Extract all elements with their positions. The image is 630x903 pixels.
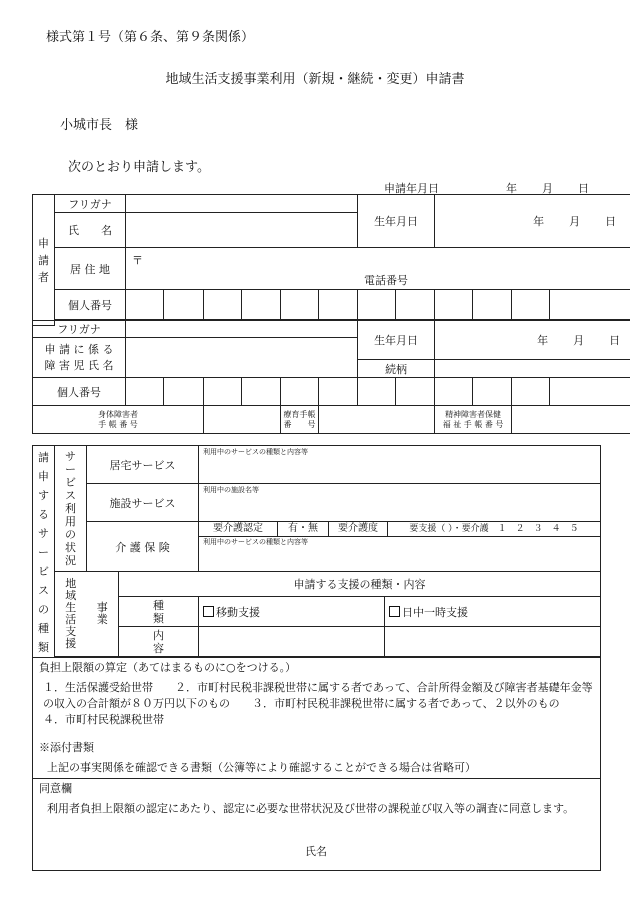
- child-name-label: 申 請 に 係 る 障 害 児 氏 名: [33, 338, 126, 378]
- application-date-label: 申請年月日: [384, 182, 439, 195]
- address-field[interactable]: [126, 248, 630, 290]
- addressee: 小城市長 様: [60, 118, 139, 133]
- mynumber-cell[interactable]: [204, 290, 242, 320]
- care-cert-label: 要介護認定: [199, 522, 278, 536]
- child-mynumber-cell[interactable]: [550, 378, 630, 406]
- child-birth-day: 日: [609, 334, 621, 347]
- child-mynumber-cell[interactable]: [281, 378, 319, 406]
- home-service-field[interactable]: 利用中のサービスの種類と内容等: [199, 446, 601, 484]
- mynumber-cell[interactable]: [281, 290, 319, 320]
- child-mynumber-cell[interactable]: [512, 378, 550, 406]
- child-birth-year: 年: [537, 334, 549, 347]
- services-table: [32, 445, 601, 871]
- burden-options[interactable]: １．生活保護受給世帯 ２．市町村民税非課税世帯に属する者であって、合計所得金額及び障害者基礎年金等の収入の合計額が８０万円以下のもの ３．市町村民税非課税世帯に属する者であって、２以外のもの ４．市町村民税課税世帯: [43, 681, 593, 726]
- care-insurance-label: 介 護 保 険: [87, 522, 199, 572]
- year-label: 年: [506, 182, 517, 195]
- name-field[interactable]: [126, 213, 358, 248]
- form-number: 様式第１号（第６条、第９条関係）: [46, 30, 255, 45]
- mynumber-cell[interactable]: [396, 290, 435, 320]
- daytime-checkbox[interactable]: [389, 606, 400, 617]
- birth-field[interactable]: [435, 195, 630, 248]
- mynumber-cell[interactable]: [126, 290, 164, 320]
- child-birth-label: 生年月日: [358, 321, 435, 360]
- consent-section: [33, 779, 601, 871]
- child-mynumber-cell[interactable]: [473, 378, 512, 406]
- child-mynumber-cell[interactable]: [435, 378, 473, 406]
- furigana-label: フリガナ: [55, 195, 126, 213]
- burden-section: [33, 658, 601, 779]
- mobility-checkbox[interactable]: [203, 606, 214, 617]
- chiiki-mid-label: 事 業: [87, 572, 119, 657]
- care-level-options[interactable]: 要支援（ ）・要介護 １ ２ ３ ４ ５: [409, 524, 579, 534]
- ryoiku-handbook-label: 療育手帳 番 号: [281, 406, 319, 434]
- attach-heading: ※添付書類: [39, 741, 94, 754]
- child-mynumber-label: 個人番号: [33, 378, 126, 406]
- care-level-label: 要介護度: [329, 522, 388, 536]
- child-birth-field[interactable]: [435, 321, 630, 360]
- usage-status-label: サ ー ビ ス 利 用 の 状 況: [55, 446, 87, 572]
- mynumber-cell[interactable]: [550, 290, 630, 320]
- child-birth-month: 月: [573, 334, 585, 347]
- mental-handbook-field[interactable]: [512, 406, 630, 434]
- mental-handbook-label: 精神障害者保健 福 祉 手 帳 番 号: [435, 406, 512, 434]
- mobility-option[interactable]: 移動支援: [199, 597, 385, 627]
- relation-field[interactable]: [435, 360, 630, 378]
- care-note: 利用中のサービスの種類と内容等: [203, 538, 308, 546]
- child-mynumber-cell[interactable]: [242, 378, 281, 406]
- care-yesno[interactable]: 有・無: [278, 522, 329, 536]
- phone-label: 電話番号: [364, 274, 408, 287]
- child-mynumber-cell[interactable]: [164, 378, 204, 406]
- home-service-label: 居宅サービス: [87, 446, 199, 484]
- child-mynumber-cell[interactable]: [396, 378, 435, 406]
- child-furigana-field[interactable]: [126, 321, 358, 338]
- child-mynumber-cell[interactable]: [319, 378, 358, 406]
- intro-text: 次のとおり申請します。: [68, 160, 210, 175]
- day-label: 日: [578, 182, 589, 195]
- services-section-label: 請 申 す る サ ー ビ ス の 種 類: [33, 446, 55, 658]
- relation-label: 続柄: [358, 360, 435, 378]
- chiiki-label: 地 域 生 活 支 援: [55, 572, 87, 657]
- mynumber-label: 個人番号: [55, 290, 126, 320]
- daytime-content-field[interactable]: [385, 627, 601, 657]
- mynumber-cell[interactable]: [473, 290, 512, 320]
- mobility-content-field[interactable]: [199, 627, 385, 657]
- birth-month: 月: [569, 215, 581, 228]
- physical-handbook-label: 身体障害者 手 帳 番 号: [33, 406, 204, 434]
- name-label: 氏 名: [55, 213, 126, 248]
- applicant-table: [32, 194, 630, 326]
- birth-day: 日: [605, 215, 617, 228]
- consent-body: 利用者負担上限額の認定にあたり、認定に必要な世帯状況及び世帯の課税並び収入等の調査に同意します。: [47, 802, 575, 815]
- facility-service-field[interactable]: 利用中の施設名等: [199, 484, 601, 522]
- form-title: 地域生活支援事業利用（新規・継続・変更）申請書: [165, 72, 465, 87]
- child-mynumber-cell[interactable]: [358, 378, 396, 406]
- consent-heading: 同意欄: [39, 782, 72, 795]
- address-label: 居 住 地: [55, 248, 126, 290]
- child-mynumber-cell[interactable]: [204, 378, 242, 406]
- child-name-field[interactable]: [126, 338, 358, 378]
- burden-heading: 負担上限額の算定（あてはまるものに○をつける。）: [39, 661, 297, 674]
- care-insurance-field[interactable]: [199, 522, 601, 572]
- mynumber-cell[interactable]: [242, 290, 281, 320]
- mynumber-cell[interactable]: [319, 290, 358, 320]
- child-mynumber-cell[interactable]: [126, 378, 164, 406]
- mynumber-cell[interactable]: [164, 290, 204, 320]
- mynumber-cell[interactable]: [435, 290, 473, 320]
- child-table: [32, 320, 630, 434]
- mynumber-cell[interactable]: [512, 290, 550, 320]
- daytime-option[interactable]: 日中一時支援: [385, 597, 601, 627]
- ryoiku-handbook-field[interactable]: [319, 406, 435, 434]
- birth-year: 年: [533, 215, 545, 228]
- kind-label: 種 類: [119, 597, 199, 627]
- month-label: 月: [542, 182, 553, 195]
- child-furigana-label: フリガナ: [33, 321, 126, 338]
- support-header: 申請する支援の種類・内容: [119, 572, 601, 597]
- furigana-field[interactable]: [126, 195, 358, 213]
- applicant-section-label: 申 請 者: [33, 195, 55, 326]
- signature-label: 氏名: [305, 845, 327, 858]
- mynumber-cell[interactable]: [358, 290, 396, 320]
- birth-label: 生年月日: [358, 195, 435, 248]
- physical-handbook-field[interactable]: [204, 406, 281, 434]
- application-date[interactable]: [384, 180, 594, 194]
- content-label: 内 容: [119, 627, 199, 657]
- postal-mark: 〒: [132, 254, 143, 267]
- attach-body: 上記の事実関係を確認できる書類（公簿等により確認することができる場合は省略可）: [47, 761, 476, 774]
- facility-service-label: 施設サービス: [87, 484, 199, 522]
